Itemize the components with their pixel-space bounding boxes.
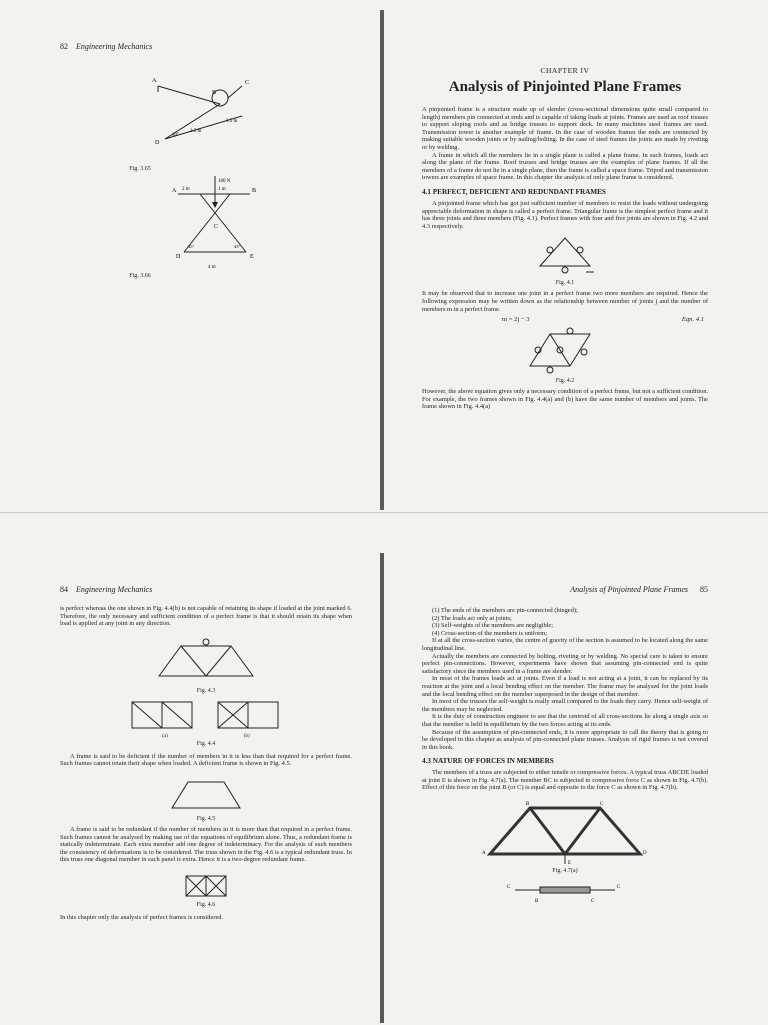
paragraph: Because of the assumption of pin-connected ends, it is more appropriate to call the theory that is going to be developed in this chapter as analysis of pin-connected plane trusses. Analysis of rigid frames is not covered in this book.	[422, 728, 708, 751]
fig-4-3	[151, 636, 261, 686]
running-header: Analysis of Pinjointed Plane Frames	[570, 585, 688, 594]
section-heading: 4.3 NATURE OF FORCES IN MEMBERS	[422, 757, 554, 766]
caption-fig-4-2: Fig. 4.2	[555, 378, 575, 385]
label-a: A	[172, 188, 177, 194]
chapter-number: CHAPTER IV	[540, 66, 590, 75]
equation-row	[422, 316, 708, 323]
label-len1: 3.5 m	[190, 129, 202, 134]
label-joint-b: B	[535, 899, 539, 905]
paragraph: The members of a truss are subjected to either tensile or compressive forces. A typical truss ABCDE loaded at joint E is shown in Fig. 4.7(a). The member BC is subjected to compressive force C as shown in Fig. 4.7(b). Effect of this force on the joint B (or C) is equal and opposite to the force C as shown in Fig. 4.7(b).	[422, 769, 708, 792]
list-item: (2) The loads act only at joints;	[432, 614, 512, 622]
label-force-left: C	[507, 885, 511, 891]
page-number: 85	[700, 585, 708, 594]
fig-4-4a	[128, 698, 198, 734]
paragraph: A pinjointed frame which has got just sufficient number of members to resist the loads without undergoing appreciable deformation in shape is called a perfect frame. Triangular frame is the simplest perfect frame and it has three joints and three members (Fig. 4.1). Perfect frames with four and five joints are shown in Fig. 4.2 and 4.3 respectively.	[422, 199, 708, 230]
caption-fig-4-4: Fig. 4.4	[196, 740, 216, 747]
paragraph: If at all the cross-section varies, the centre of gravity of the section is assumed to be located along the same longitudinal line.	[422, 637, 708, 652]
label-e: E	[568, 861, 572, 867]
label-d: D	[155, 140, 160, 146]
paragraph: It may be observed that to increase one joint in a perfect frame two more members are required. Hence the following expression may be written down as the relationship between number of joints j and the number of members m in a perfect frame.	[422, 290, 708, 313]
paragraph: In most of the frames loads act at joints. Even if a load is not acting at a joint, it can be replaced by its reaction at the joint and a local bending effect on the member. The frame may be analysed for the joint loads and the local bending effect on the member superposed in the design of that member.	[422, 675, 708, 698]
sublabel-a: (a)	[162, 733, 168, 739]
caption-fig-4-3: Fig. 4.3	[196, 687, 216, 694]
fig-4-7a	[480, 798, 650, 866]
label-len2: 1.5 m	[226, 119, 238, 124]
paragraph: In this chapter only the analysis of perfect frames is considered.	[60, 913, 224, 921]
running-header: Engineering Mechanics	[76, 42, 153, 51]
chapter-title: Analysis of Pinjointed Plane Frames	[448, 79, 682, 95]
bottom-spread	[0, 512, 768, 1025]
sublabel-b: (b)	[243, 733, 250, 739]
page-83	[422, 66, 708, 411]
equation-label: Eqn. 4.1	[681, 316, 704, 324]
paragraph: A frame is said to be deficient if the number of members in it is less than that required for a perfect frame. Such frames cannot retain their shape when loaded. A deficient frame is shown in Fig. 4.5.	[60, 752, 352, 768]
label-2m: 2 m	[182, 187, 190, 192]
label-45-left: 45°	[188, 244, 195, 249]
caption-fig-3-65: Fig. 3.65	[129, 166, 151, 172]
page-82	[60, 36, 360, 283]
fig-4-4-sublabels	[60, 734, 352, 739]
fig-4-5	[166, 776, 246, 814]
top-spread	[0, 0, 768, 512]
list-item: (1) The ends of the members are pin-connected (hinged);	[432, 607, 578, 614]
page-number: 82	[60, 42, 68, 51]
paragraph: A frame is said to be redundant if the number of members in it is more than that required in a perfect frame. Such frames cannot be analysed by making use of the equations of equilibrium alone. Thus, a redundant frame is statically indeterminate. Each extra member add one degree of indeterminacy. For the analysis of such members the consistency of deformations is to be considered. The truss shown in the Fig. 4.6 is a typical redundant truss. In this truss one diagonal member in each panel is extra. Hence it is a two-degree redundant frame.	[60, 825, 352, 864]
caption-fig-4-7a: Fig. 4.7(a)	[552, 868, 578, 875]
label-c: C	[245, 80, 250, 86]
page-85	[422, 579, 708, 904]
fig-3-66	[160, 176, 270, 271]
label-a: A	[482, 851, 486, 857]
section-heading: 4.1 PERFECT, DEFICIENT AND REDUNDANT FRAMES	[422, 187, 606, 196]
paragraph: It is the duty of construction engineer to see that the centroid of all cross-sections lie along a single axis so that the member is held in equilibrium by the two forces acting at its ends.	[422, 713, 708, 728]
list-item: (3) Self-weights of the members are negligible;	[432, 622, 554, 630]
assumptions-list	[422, 607, 708, 637]
fig-4-1	[530, 234, 600, 278]
caption-fig-3-66: Fig. 3.66	[129, 273, 151, 279]
fig-3-65	[150, 64, 280, 164]
label-b: B	[252, 188, 257, 194]
fig-4-2	[520, 326, 610, 376]
intro-paragraph: A pinjointed frame is a structure made up of slender (cross-sectional dimensions quite small compared to length) members pin connected at ends and is capable of taking loads at joints. Frames are used as roof trusses to support sloping roofs and as bridge trusses to support deck. In many machines steel frames are used. Transmission tower is another example of frame. In the case of wooden frames the ends are connected by making suitable wooden joints or by nailing/bolting. In the case of steel frames the joints are made by riveting or by welding.	[422, 106, 708, 151]
label-d: D	[176, 254, 181, 260]
caption-fig-4-6: Fig. 4.6	[196, 901, 216, 908]
list-item: (4) Cross-section of the members is uniform;	[432, 629, 548, 637]
label-c: C	[600, 802, 604, 808]
equation: m = 2j − 3	[502, 316, 530, 324]
caption-fig-4-1: Fig. 4.1	[555, 280, 575, 287]
page-number: 84	[60, 585, 68, 594]
binding-gutter	[380, 553, 384, 1023]
caption-fig-4-5: Fig. 4.5	[196, 815, 216, 822]
label-a: A	[152, 78, 157, 84]
label-b: B	[526, 802, 530, 808]
binding-gutter	[380, 10, 384, 510]
label-force-right: C	[617, 885, 621, 891]
paragraph: However, the above equation gives only a necessary condition of a perfect frame, but not a sufficient condition. For example, the two frames shown in Fig. 4.4(a) and (b) have the same number of members and joints. The frame shown in Fig. 4.4(a)	[422, 388, 708, 411]
paragraph: In most of the trusses the self-weight is really small compared to the loads they carry. Hence self-weight of the members may be neglected.	[422, 698, 708, 713]
fig-4-4	[60, 698, 352, 734]
page-84	[60, 579, 352, 922]
label-load: 100 N	[218, 179, 231, 184]
label-45-right: 45°	[234, 244, 241, 249]
label-d: D	[643, 851, 647, 857]
paragraph: A frame in which all the members lie in a single plane is called a plane frame. In such frames, loads act along the plane of the frame. Roof trusses and bridge trusses are the examples of plane frames. If all the members of a frame do not lie in a single plane, then the frame is called a space frame. Tripod and transmission towers are examples of space frame. In this chapter the analysis of only plane frame is considered.	[422, 151, 708, 182]
paragraph: is perfect whereas the one shown in Fig. 4.4(b) is not capable of retaining its shape if loaded at the joint marked 6. Therefore, the only necessary and sufficient condition of a perfect frame is that it should retain its shape when load is applied at any joint in any direction.	[60, 605, 352, 628]
label-angle: 30°	[172, 133, 179, 138]
label-4m: 4 m	[208, 265, 216, 270]
label-e: E	[250, 254, 254, 260]
label-b: B	[212, 90, 217, 96]
running-header: Engineering Mechanics	[76, 585, 153, 594]
fig-4-4b	[214, 698, 284, 734]
fig-4-6	[184, 874, 228, 900]
label-c: C	[214, 224, 219, 230]
fig-4-7b	[505, 878, 625, 904]
paragraph: Actually the members are connected by bolting, riveting or by welding. No special care is taken to ensure perfect pin-connections. However, experiments have shown that assuming pin-connected end is quite satisfactory since the members used in a frame are slender.	[422, 652, 708, 675]
label-1m: 1 m	[218, 187, 226, 192]
label-joint-c: C	[591, 899, 595, 905]
